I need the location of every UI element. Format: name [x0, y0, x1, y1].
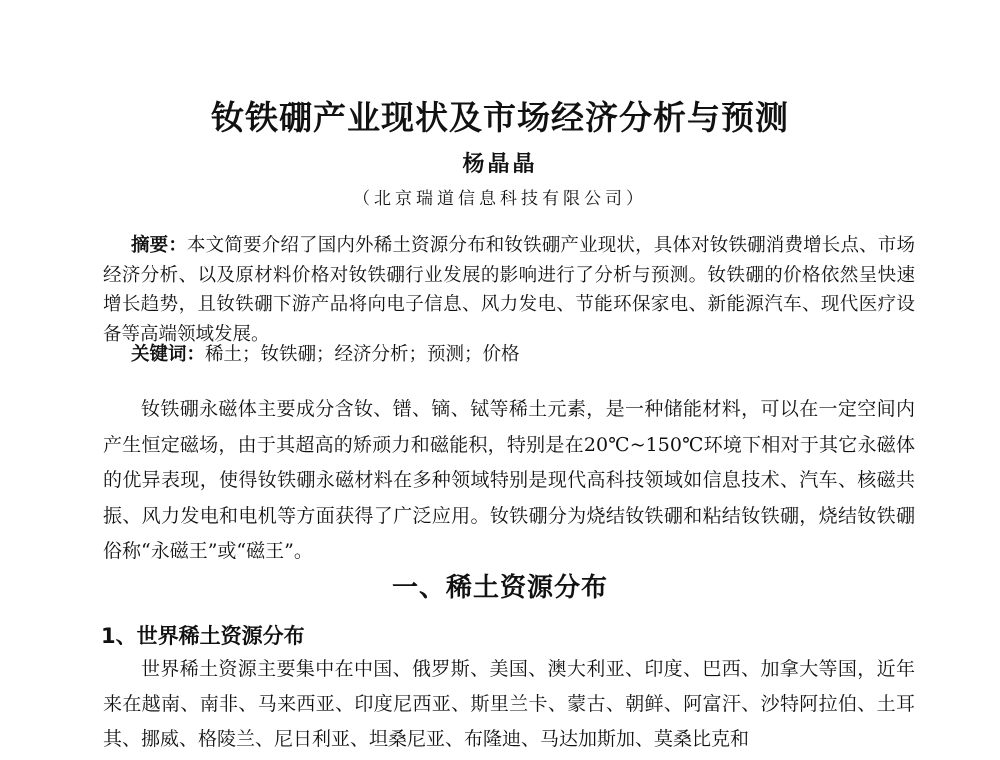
- author-name: 杨晶晶: [462, 151, 538, 177]
- section-paragraph: 世界稀土资源主要集中在中国、俄罗斯、美国、澳大利亚、印度、巴西、加拿大等国，近年来在越南、南非、马来西亚、印度尼西亚、斯里兰卡、蒙古、朝鲜、阿富汗、沙特阿拉伯、土耳其、挪威、格陵兰、尼日利亚、坦桑尼亚、布隆迪、马达加斯加、莫桑比克和: [103, 658, 915, 750]
- keywords-text: 稀土；钕铁硼；经济分析；预测；价格: [205, 344, 520, 365]
- keywords-label: 关键词：: [131, 344, 206, 365]
- section-heading: 一、稀土资源分布: [391, 573, 608, 603]
- paper-title: 钕铁硼产业现状及市场经济分析与预测: [211, 98, 789, 137]
- author-affiliation: （北京瑞道信息科技有限公司）: [353, 189, 647, 209]
- abstract: [103, 231, 915, 349]
- subsection-heading: 1、世界稀土资源分布: [101, 624, 305, 648]
- keywords: [131, 340, 911, 369]
- abstract-text: 本文简要介绍了国内外稀土资源分布和钕铁硼产业现状，具体对钕铁硼消费增长点、市场经济分析、以及原材料价格对钕铁硼行业发展的影响进行了分析与预测。钕铁硼的价格依然呈快速增长趋势，且钕铁硼下游产品将向电子信息、风力发电、节能环保家电、新能源汽车、现代医疗设备等高端领域发展。: [103, 235, 915, 345]
- intro-paragraph: 钕铁硼永磁体主要成分含钕、镨、镝、铽等稀土元素，是一种储能材料，可以在一定空间内产生恒定磁场，由于其超高的矫顽力和磁能积，特别是在20℃~150℃环境下相对于其它永磁体的优异表现，使得钕铁硼永磁材料在多种领域特别是现代高科技领域如信息技术、汽车、核磁共振、风力发电和电机等方面获得了广泛应用。钕铁硼分为烧结钕铁硼和粘结钕铁硼，烧结钕铁硼俗称“永磁王”或“磁王”。: [103, 398, 915, 562]
- abstract-label: 摘要：: [131, 235, 188, 256]
